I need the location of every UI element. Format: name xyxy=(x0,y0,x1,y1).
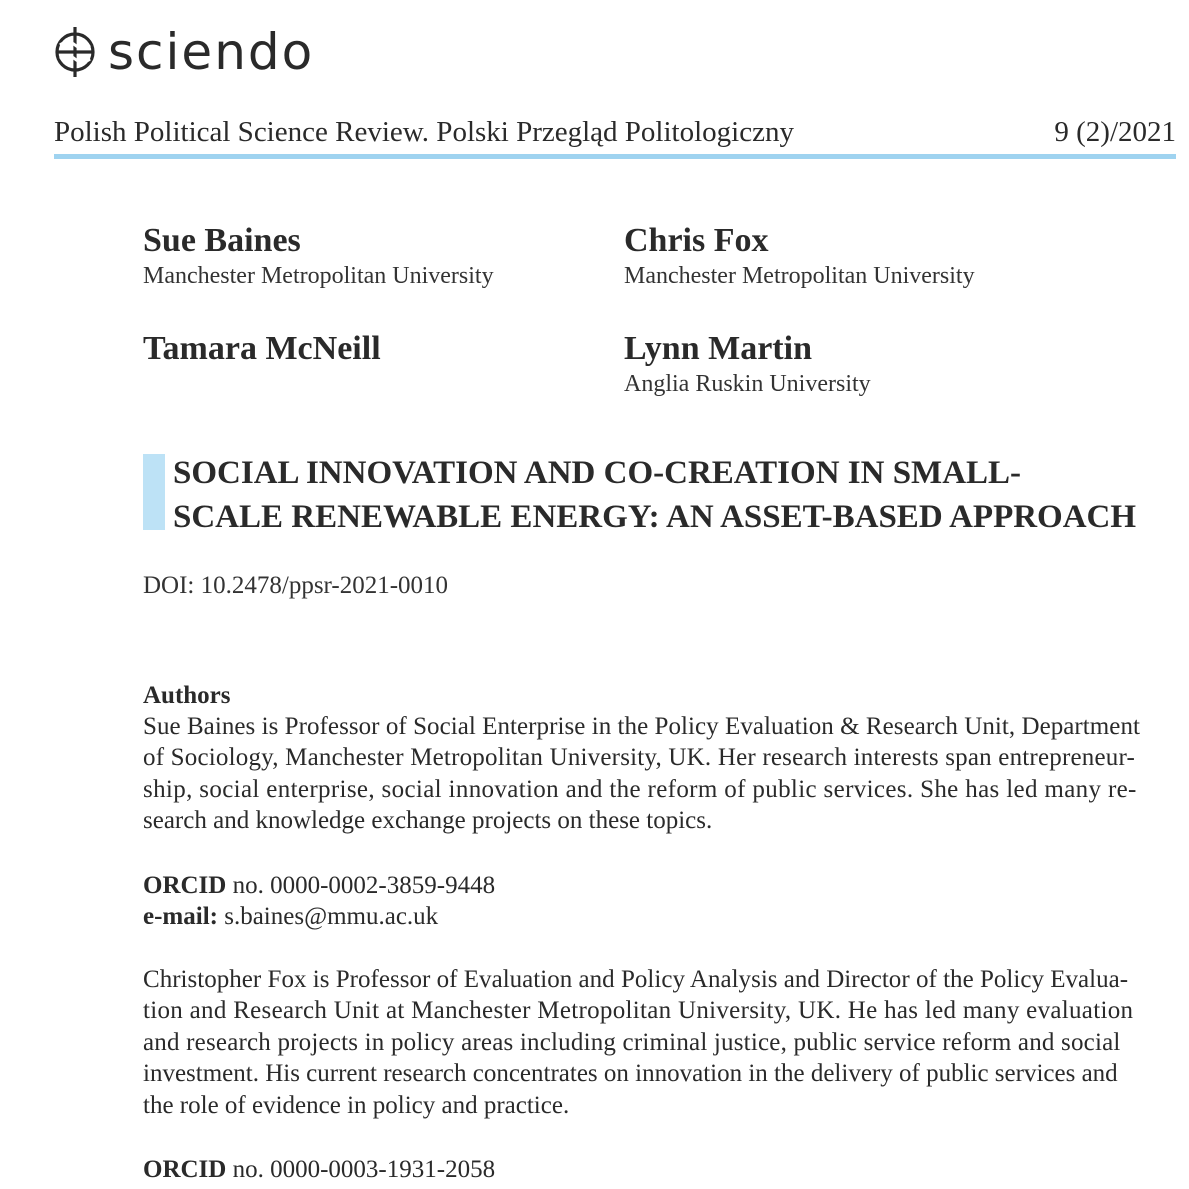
bio-line: the role of evidence in policy and practice. xyxy=(143,1091,570,1119)
email-label: e-mail: xyxy=(143,903,218,931)
author-affiliation: Anglia Ruskin University xyxy=(624,371,871,397)
orcid-value: no. 0000-0002-3859-9448 xyxy=(226,872,496,899)
journal-issue: 9 (2)/2021 xyxy=(1054,115,1176,148)
bio-line: and research projects in policy areas including criminal justice, public service reform and social xyxy=(143,1028,1121,1056)
bio-line: Sue Baines is Professor of Social Enterprise in the Policy Evaluation & Research Unit, Department xyxy=(143,713,1140,740)
author-bio xyxy=(143,964,1178,1121)
bio-line: investment. His current research concentrates on innovation in the delivery of public services and xyxy=(143,1060,1118,1088)
orcid-value: no. 0000-0003-1931-2058 xyxy=(226,1156,496,1183)
email-line xyxy=(143,901,1178,932)
title-line: SCALE RENEWABLE ENERGY: AN ASSET-BASED APPROACH xyxy=(173,499,1137,535)
author-block xyxy=(624,328,1084,398)
bio-line: tion and Research Unit at Manchester Metropolitan University, UK. He has led many evaluation xyxy=(143,997,1134,1025)
sciendo-logo-icon xyxy=(54,23,96,81)
author-block xyxy=(143,220,603,290)
bio-line: Christopher Fox is Professor of Evaluation and Policy Analysis and Director of the Policy Evalua- xyxy=(143,966,1129,993)
orcid-label: ORCID xyxy=(143,872,227,899)
author-name: Lynn Martin xyxy=(624,330,812,367)
author-bio xyxy=(143,711,1178,837)
author-affiliation: Manchester Metropolitan University xyxy=(143,263,494,289)
email-value[interactable]: s.baines@mmu.ac.uk xyxy=(217,903,439,931)
title-line: SOCIAL INNOVATION AND CO-CREATION IN SMALL- xyxy=(173,455,1022,491)
author-name: Tamara McNeill xyxy=(143,330,381,367)
author-block xyxy=(143,328,603,370)
orcid-label: ORCID xyxy=(143,1156,227,1183)
journal-title: Polish Political Science Review. Polski Przegląd Politologiczny xyxy=(54,115,794,148)
author-block xyxy=(624,220,1084,290)
author-affiliation: Manchester Metropolitan University xyxy=(624,263,975,289)
authors-section xyxy=(143,680,1178,837)
orcid-line xyxy=(143,870,1178,901)
author-name: Chris Fox xyxy=(624,222,769,259)
doi: DOI: 10.2478/ppsr-2021-0010 xyxy=(143,572,449,599)
author-contact xyxy=(143,870,1178,933)
title-accent-bar xyxy=(143,454,165,530)
article-title-text xyxy=(173,451,1136,539)
orcid-line xyxy=(143,1154,1178,1185)
section-heading: Authors xyxy=(143,682,231,709)
bio-line: search and knowledge exchange projects on these topics. xyxy=(143,807,713,835)
publisher-logo xyxy=(54,20,314,84)
author-name: Sue Baines xyxy=(143,222,301,259)
author-contact xyxy=(143,1154,1178,1185)
publisher-name: sciendo xyxy=(108,23,315,81)
bio-line: of Sociology, Manchester Metropolitan University, UK. Her research interests span entrepreneur- xyxy=(143,744,1136,772)
journal-header xyxy=(54,110,1176,159)
article-title xyxy=(143,451,1183,539)
bio-line: ship, social enterprise, social innovation and the reform of public services. She has led many re- xyxy=(143,775,1137,803)
